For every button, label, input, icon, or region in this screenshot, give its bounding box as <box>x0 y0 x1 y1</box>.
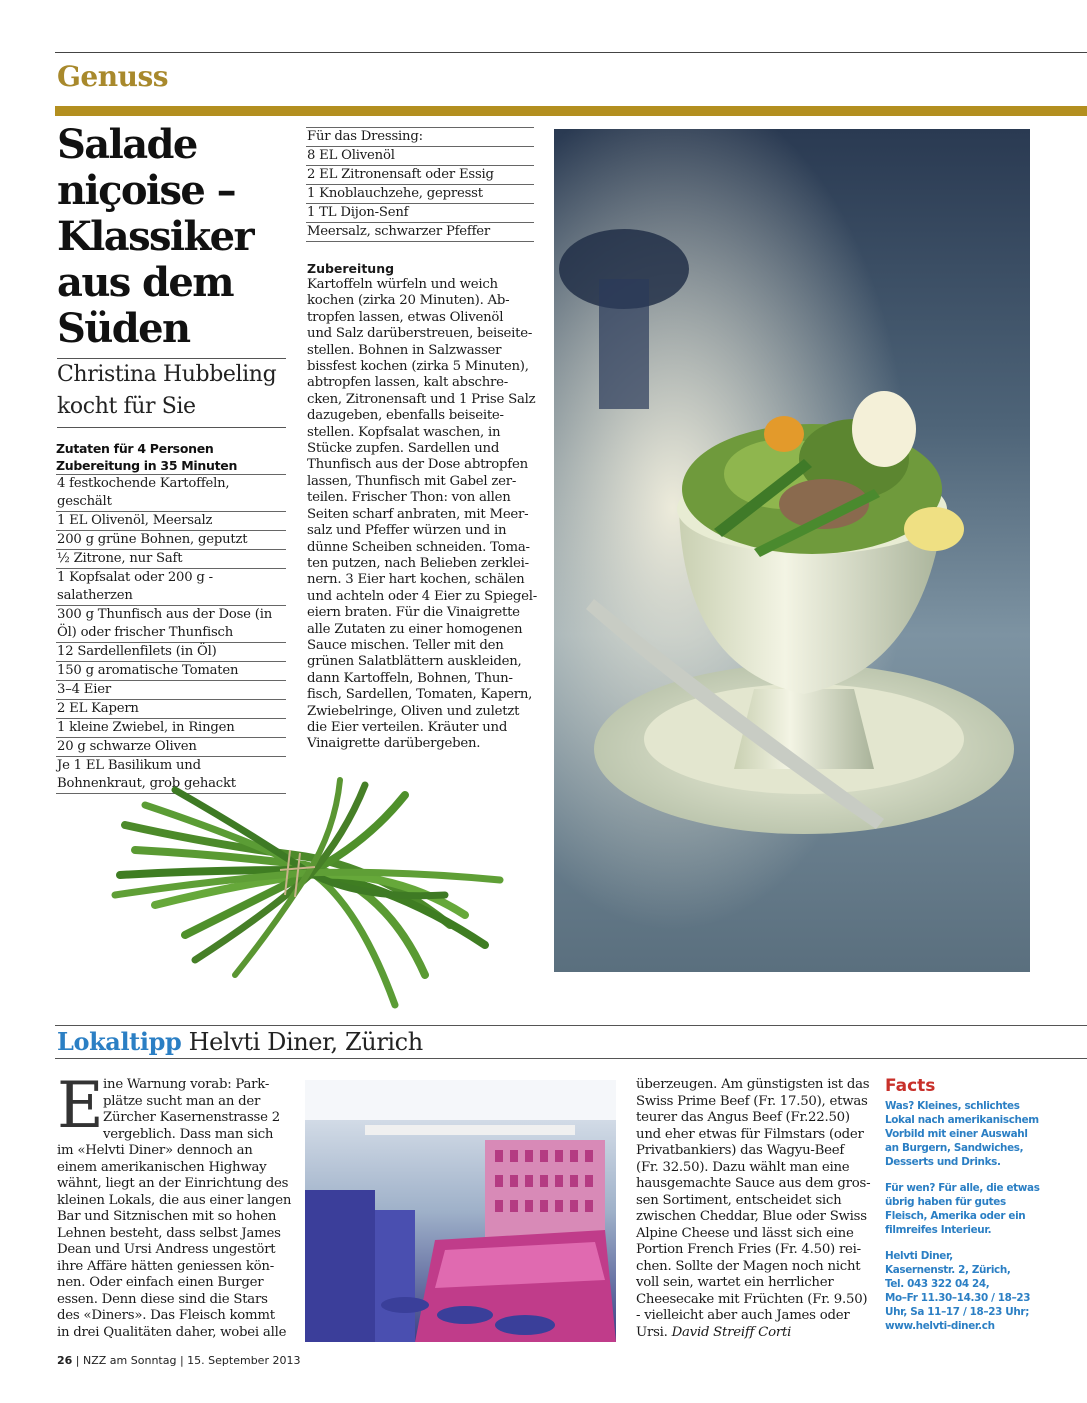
preparation-line: salz und Pfeffer würzen und in <box>307 523 507 539</box>
ingredient-item: 4 festkochende Kartoffeln, geschält <box>56 475 286 512</box>
preparation-line: bissfest kochen (zirka 5 Minuten), <box>307 359 529 375</box>
preparation-line: alle Zutaten zu einer homogenen <box>307 621 523 637</box>
preparation-line: Vinaigrette darübergeben. <box>307 736 481 752</box>
ingredient-item: 1 kleine Zwiebel, in Ringen <box>56 719 286 738</box>
ingredient-item: 20 g schwarze Oliven <box>56 738 286 757</box>
preparation-line: und Salz darüberstreuen, beiseite- <box>307 326 533 342</box>
headline <box>57 122 292 352</box>
article-line: Privatbankiers) das Wagyu-Beef <box>636 1143 845 1158</box>
author: David Streiff Corti <box>671 1324 792 1340</box>
preparation-title: Zubereitung <box>307 261 395 276</box>
dressing-item: 2 EL Zitronensaft oder Essig <box>306 166 534 185</box>
facts-line: Kasernenstr. 2, Zürich, <box>885 1264 1011 1276</box>
article-line: des «Diners». Das Fleisch kommt <box>57 1308 275 1323</box>
article-line: überzeugen. Am günstigsten ist das <box>636 1077 870 1092</box>
preparation-line: lassen, Thunfisch mit Gabel zer- <box>307 473 517 489</box>
preparation-line: dazugeben, ebenfalls beiseite- <box>307 408 504 424</box>
footer: 26 | NZZ am Sonntag | 15. September 2013 <box>57 1354 301 1367</box>
article-line: chen. Sollte der Magen noch nicht <box>636 1258 861 1274</box>
dressing-box <box>306 127 534 242</box>
preparation-line: Seiten scharf anbraten, mit Meer- <box>307 506 529 522</box>
preparation-line: stellen. Bohnen in Salzwasser <box>307 342 502 358</box>
article-last-line <box>636 1325 866 1342</box>
dressing-item: 1 Knoblauchzehe, gepresst <box>306 185 534 204</box>
preparation-line: teilen. Frischer Thon: von allen <box>307 490 511 506</box>
dressing-item: Meersalz, schwarzer Pfeffer <box>306 223 534 242</box>
facts-what <box>885 1099 1085 1169</box>
drop-cap: E <box>57 1069 104 1143</box>
issue-date: 15. September 2013 <box>187 1354 301 1367</box>
article-line: voll sein, wartet ein herrlicher <box>636 1275 834 1290</box>
article-line: sen Sortiment, entscheidet sich <box>636 1192 842 1208</box>
article-line: essen. Denn diese sind die Stars <box>57 1291 268 1307</box>
dressing-item: 1 TL Dijon-Senf <box>306 204 534 223</box>
preparation-line: grünen Salatblättern auskleiden, <box>307 654 522 670</box>
preparation-line: und achteln oder 4 Eier zu Spiegel- <box>307 588 538 604</box>
ingredient-item: 200 g grüne Bohnen, geputzt <box>56 531 286 550</box>
byline-subtitle: kocht für Sie <box>57 394 196 419</box>
article-line: Dean und Ursi Andress ungestört <box>57 1242 276 1257</box>
article-line: vergeblich. Dass man sich <box>103 1126 274 1142</box>
facts-line: Desserts und Drinks. <box>885 1156 1001 1168</box>
preparation-line: kochen (zirka 20 Minuten). Ab- <box>307 293 510 309</box>
ingredient-item: 1 Kopfsalat oder 200 g -salatherzen <box>56 569 286 606</box>
article-line: einem amerikanischen Highway <box>57 1159 267 1175</box>
preparation-line: tropfen lassen, etwas Olivenöl <box>307 309 504 325</box>
preparation-line: abtropfen lassen, kalt abschre- <box>307 375 509 391</box>
byline <box>57 358 286 428</box>
preparation-line: cken, Zitronensaft und 1 Prise Salz <box>307 391 536 407</box>
preparation-line: eiern braten. Für die Vinaigrette <box>307 605 520 621</box>
article-line: und eher etwas für Filmstars (oder <box>636 1126 864 1142</box>
facts-title: Facts <box>885 1076 936 1096</box>
article-line: Alpine Cheese und lässt sich eine <box>636 1225 854 1241</box>
ingredient-item: 2 EL Kapern <box>56 700 286 719</box>
article-line: in drei Qualitäten daher, wobei alle <box>57 1324 287 1340</box>
green-beans-graphic <box>95 775 515 1015</box>
lokaltipp-kicker: Lokaltipp <box>57 1027 182 1056</box>
preparation-line: Stücke zupfen. Sardellen und <box>307 441 500 457</box>
article-line: Bar und Sitznischen mit so hohen <box>57 1209 277 1224</box>
green-beans-illustration <box>95 775 515 1015</box>
section-title: Genuss <box>57 60 168 93</box>
facts-line: an Burgern, Sandwiches, <box>885 1142 1024 1154</box>
facts-box <box>885 1075 1085 1333</box>
article-line: hausgemachte Sauce aus dem gros- <box>636 1176 871 1191</box>
lokaltipp-column-1 <box>57 1077 292 1341</box>
facts-line: Für wen? Für alle, die etwas <box>885 1182 1040 1194</box>
article-line: Zürcher Kasernenstrasse 2 <box>103 1110 280 1125</box>
publication-name: NZZ am Sonntag <box>83 1354 177 1367</box>
article-line: - vielleicht aber auch James oder <box>636 1308 850 1323</box>
article-line: Ursi. <box>636 1324 672 1340</box>
ingredients-heading: Zutaten für 4 Personen <box>56 441 214 456</box>
ingredient-item: ½ Zitrone, nur Saft <box>56 550 286 569</box>
facts-line: Helvti Diner, <box>885 1250 953 1262</box>
dressing-list <box>306 128 534 242</box>
headline-line: Salade <box>57 121 197 168</box>
preparation <box>307 261 538 753</box>
headline-line: Klassiker <box>57 213 253 260</box>
top-rule <box>55 52 1087 53</box>
article-line: ihre Affäre hätten geniessen kön- <box>57 1258 274 1274</box>
facts-line: Fleisch, Amerika oder ein <box>885 1210 1026 1222</box>
article-line: Swiss Prime Beef (Fr. 17.50), etwas <box>636 1093 868 1109</box>
page-number: 26 <box>57 1354 73 1367</box>
headline-line: Süden <box>57 305 190 352</box>
ingredient-item: 1 EL Olivenöl, Meersalz <box>56 512 286 531</box>
article-line: plätze sucht man an der <box>103 1093 261 1109</box>
preparation-text <box>307 277 538 753</box>
facts-phone: Tel. 043 322 04 24, <box>885 1278 990 1290</box>
article-line: wähnt, liegt an der Einrichtung des <box>57 1176 289 1191</box>
facts-contact <box>885 1249 1085 1333</box>
diner-photo-graphic <box>305 1080 616 1342</box>
dressing-item: 8 EL Olivenöl <box>306 147 534 166</box>
lokaltipp-rule-bottom <box>55 1058 1087 1059</box>
article-line: Cheesecake mit Früchten (Fr. 9.50) <box>636 1291 868 1307</box>
article-line: Lehnen besteht, dass selbst James <box>57 1225 281 1241</box>
facts-website-link[interactable]: www.helvti-diner.ch <box>885 1320 995 1332</box>
ingredients-list <box>56 475 286 794</box>
facts-line: filmreifes Interieur. <box>885 1224 992 1236</box>
preparation-line: die Eier verteilen. Kräuter und <box>307 719 508 735</box>
facts-hours: Mo–Fr 11.30–14.30 / 18–23 <box>885 1292 1031 1304</box>
preparation-line: dann Kartoffeln, Bohnen, Thun- <box>307 670 513 686</box>
ingredients-time: Zubereitung in 35 Minuten <box>56 457 286 475</box>
preparation-line: Thunfisch aus der Dose abtropfen <box>307 457 528 473</box>
preparation-line: fisch, Sardellen, Tomaten, Kapern, <box>307 687 533 703</box>
diner-photo <box>305 1080 616 1342</box>
preparation-line: Sauce mischen. Teller mit den <box>307 637 504 653</box>
article-line: zwischen Cheddar, Blue oder Swiss <box>636 1209 867 1224</box>
lokaltipp-column-2 <box>636 1077 871 1341</box>
ingredients-box <box>56 440 286 794</box>
article-line: nen. Oder einfach einen Burger <box>57 1275 264 1290</box>
headline-line: niçoise – <box>57 167 236 214</box>
section-bar <box>55 106 1087 116</box>
article-line: teurer das Angus Beef (Fr.22.50) <box>636 1110 850 1125</box>
headline-line: aus dem <box>57 259 233 306</box>
article-line: ine Warnung vorab: Park- <box>103 1077 270 1092</box>
preparation-line: dünne Scheiben schneiden. Toma- <box>307 539 530 555</box>
facts-line: übrig haben für gutes <box>885 1196 1006 1208</box>
facts-line: Was? Kleines, schlichtes <box>885 1100 1020 1112</box>
article-line: (Fr. 32.50). Dazu wählt man eine <box>636 1159 850 1175</box>
preparation-line: nern. 3 Eier hart kochen, schälen <box>307 572 525 588</box>
facts-line: Lokal nach amerikanischem <box>885 1114 1039 1126</box>
lokaltipp-title <box>57 1026 423 1058</box>
ingredient-item: 3–4 Eier <box>56 681 286 700</box>
ingredient-item: 300 g Thunfisch aus der Dose (in Öl) oder frischer Thunfisch <box>56 606 286 643</box>
facts-line: Vorbild mit einer Auswahl <box>885 1128 1028 1140</box>
ingredient-item: 150 g aromatische Tomaten <box>56 662 286 681</box>
preparation-line: stellen. Kopfsalat waschen, in <box>307 424 501 440</box>
article-line: Portion French Fries (Fr. 4.50) rei- <box>636 1242 861 1257</box>
lokaltipp-place: Helvti Diner, Zürich <box>188 1028 423 1056</box>
salad-photo <box>554 129 1030 972</box>
dressing-heading: Für das Dressing: <box>306 128 534 147</box>
article-line: im «Helvti Diner» dennoch an <box>57 1143 253 1158</box>
preparation-line: ten putzen, nach Belieben zerklei- <box>307 555 529 571</box>
salad-photo-graphic <box>554 129 1030 972</box>
article-line: kleinen Lokals, die aus einer langen <box>57 1192 292 1208</box>
ingredient-item: 12 Sardellenfilets (in Öl) <box>56 643 286 662</box>
facts-who <box>885 1181 1085 1237</box>
facts-hours: Uhr, Sa 11–17 / 18–23 Uhr; <box>885 1306 1029 1318</box>
preparation-line: Kartoffeln würfeln und weich <box>307 277 498 292</box>
preparation-line: Zwiebelringe, Oliven und zuletzt <box>307 703 520 719</box>
ingredient-item: Je 1 EL Basilikum und Bohnenkraut, grob gehackt <box>56 757 286 794</box>
byline-author: Christina Hubbeling <box>57 362 277 387</box>
